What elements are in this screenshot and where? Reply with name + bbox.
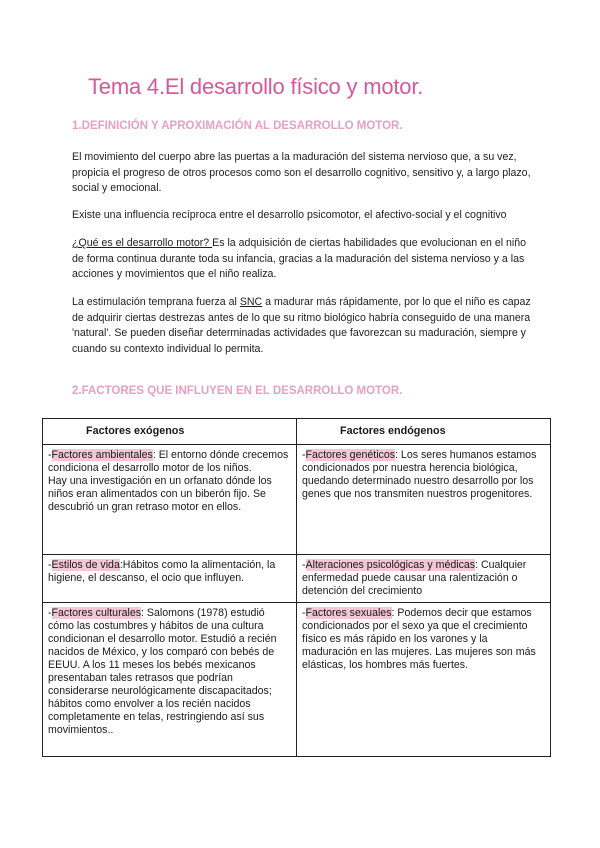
factor-label: Alteraciones psicológicas y médicas [305,559,476,571]
table-row [43,445,551,555]
section-1-paragraph-2: Existe una influencia recíproca entre el desarrollo psicomotor, el afectivo-social y el cognitivo [72,209,507,221]
section-2-heading: 2.FACTORES QUE INFLUYEN EN EL DESARROLLO MOTOR. [72,385,403,397]
section-1-heading: 1.DEFINICIÓN Y APROXIMACIÓN AL DESARROLLO MOTOR. [72,120,403,132]
factor-label: Factores culturales [51,607,142,619]
table-cell-endogenous: -Alteraciones psicológicas y médicas: Cualquier enfermedad puede causar una ralentización o detención del crecimiento [297,555,551,603]
section-1-paragraph-1: El movimiento del cuerpo abre las puertas a la maduración del sistema nervioso que, a su vez, propicia el progreso de otros procesos como son el desarrollo cognitivo, sensitivo y, a largo plazo, social y emocional. [72,151,531,194]
p4-after: a madurar más rápidamente, por lo que el niño es capaz de adquirir ciertas destrezas antes de lo que su ritmo biológico habría conseguido de una manera 'natural'. Se pueden diseñar determinadas actividades que favorezcan su maduración, siempre y cuando su contexto individual lo permita. [72,296,531,355]
snc-term: SNC [239,296,263,308]
page-title: Tema 4.El desarrollo físico y motor. [88,74,424,99]
answer-text: Es la adquisición de ciertas habilidades que evolucionan en el niño de forma continua durante toda su infancia, gracias a la maduración del sistema nervioso y a las acciones y movimientos que el niño realiza. [72,237,527,280]
table-cell-exogenous: -Factores culturales: Salomons (1978) estudió cómo las costumbres y hábitos de una cultura condicionan el desarrollo motor. Estudió a recién nacidos de México, y los comparó con bebés de EEUU. A los 11 meses los bebés mexicanos presentaban tales retrasos que podrían considerarse neurológicamente discapacitados; hábitos como envolver a los recién nacidos completamente en telas, restringiendo así sus movimientos.. [43,603,297,757]
question-text: ¿Qué es el desarrollo motor? [72,237,213,249]
table-cell-exogenous: -Estilos de vida:Hábitos como la alimentación, la higiene, el descanso, el ocio que influyen. [43,555,297,603]
factor-label: Factores genéticos [305,449,396,461]
section-1-paragraph-3 [72,236,532,283]
factor-label: Estilos de vida [51,559,120,571]
factor-label: Factores sexuales [305,607,392,619]
table-row [43,603,551,757]
table-cell-endogenous: -Factores genéticos: Los seres humanos estamos condicionados por nuestra herencia biológica, quedando determinado nuestro desarrollo por los genes que nos transmiten nuestros progenitores. [297,445,551,555]
table-cell-endogenous: -Factores sexuales: Podemos decir que estamos condicionados por el sexo ya que el crecimiento físico es más rápido en los varones y la maduración en las mujeres. Las mujeres son más elásticas, los hombres más fuertes. [297,603,551,757]
p4-before: La estimulación temprana fuerza al [72,296,240,308]
table-row [43,555,551,603]
table-cell-exogenous: -Factores ambientales: El entorno dónde crecemos condiciona el desarrollo motor de los niños. Hay una investigación en un orfanato dónde los niños eran alimentados con un biberón fijo. Se descubrió un gran retraso motor en ellos. [43,445,297,555]
section-1-paragraph-4 [72,295,532,357]
column-header-exogenous: Factores exógenos [43,419,297,445]
table-header-row [43,419,551,445]
column-header-endogenous: Factores endógenos [297,419,551,445]
factors-table [42,418,551,757]
factor-label: Factores ambientales [51,449,153,461]
